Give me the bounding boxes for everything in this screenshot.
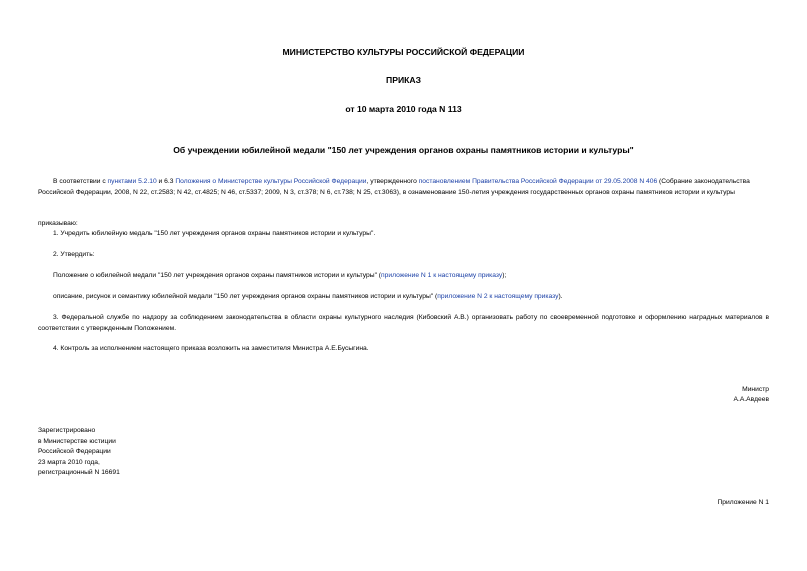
registration-line-3: Российской Федерации <box>38 448 111 455</box>
date-number-heading: от 10 марта 2010 года N 113 <box>345 104 462 114</box>
doc-type-heading: ПРИКАЗ <box>386 75 421 85</box>
registration-line-1: Зарегистрировано <box>38 427 96 434</box>
preamble-text-3: , утвержденного <box>366 178 419 185</box>
registration-block <box>38 426 120 479</box>
item-2: 2. Утвердить: <box>53 251 95 258</box>
signature-position: Министр <box>742 386 769 393</box>
item-3: 3. Федеральной службе по надзору за соблюдением законодательства в области охраны культурного наследия (Кибовский А.В.) организовать работу по своевременной подготовке и оформлению наградных материалов в соответствии с утвержденным Положением. <box>38 314 769 332</box>
link-points-5-2-10[interactable]: пунктами 5.2.10 <box>107 178 157 185</box>
preamble-text-1: В соответствии с <box>53 178 108 185</box>
link-ministry-regulation[interactable]: Положения о Министерстве культуры Российской Федерации <box>175 178 367 185</box>
registration-line-5: регистрационный N 16691 <box>38 469 120 476</box>
item-2a-text: Положение о юбилейной медали "150 лет учреждения органов охраны памятников истории и культуры" ( <box>53 272 382 279</box>
registration-line-2: в Министерстве юстиции <box>38 437 116 445</box>
link-appendix-1[interactable]: приложение N 1 к настоящему приказу <box>381 272 503 279</box>
appendix-label: Приложение N 1 <box>717 499 769 506</box>
item-2b-text: описание, рисунок и семантику юбилейной медали "150 лет учреждения органов охраны памятников истории и культуры" ( <box>53 293 438 300</box>
preamble-text-4: (Собрание законодательства Российской Федерации, 2008, N 22, ст.2583; N 42, ст.4825; N 46, ст.5337; 2009, N 3, ст.378; N 6, ст.738; N 25, ст.3063), в ознаменование 150-летия учреждения государственных органов охраны памятников истории и культуры <box>38 178 750 196</box>
item-1: 1. Учредить юбилейную медаль "150 лет учреждения органов охраны памятников истории и культуры". <box>53 230 376 237</box>
item-2b-end: ). <box>558 293 563 300</box>
document-title: Об учреждении юбилейной медали "150 лет учреждения органов охраны памятников истории и культуры" <box>173 145 634 155</box>
signature-name: А.А.Авдеев <box>733 396 769 403</box>
registration-line-4: 23 марта 2010 года, <box>38 458 100 466</box>
link-appendix-2[interactable]: приложение N 2 к настоящему приказу <box>437 293 559 300</box>
item-4: 4. Контроль за исполнением настоящего приказа возложить на заместителя Министра А.Е.Бусыгина. <box>53 345 369 352</box>
item-2a <box>38 271 769 282</box>
link-government-decree[interactable]: постановлением Правительства Российской Федерации от 29.05.2008 N 406 <box>418 178 658 185</box>
item-2a-end: ); <box>502 272 507 279</box>
preamble-text-2: и 6.3 <box>156 178 176 185</box>
item-2b <box>38 292 769 303</box>
ministry-heading: МИНИСТЕРСТВО КУЛЬТУРЫ РОССИЙСКОЙ ФЕДЕРАЦИИ <box>282 47 525 57</box>
order-word: приказываю: <box>38 220 78 227</box>
preamble-paragraph <box>38 177 769 198</box>
